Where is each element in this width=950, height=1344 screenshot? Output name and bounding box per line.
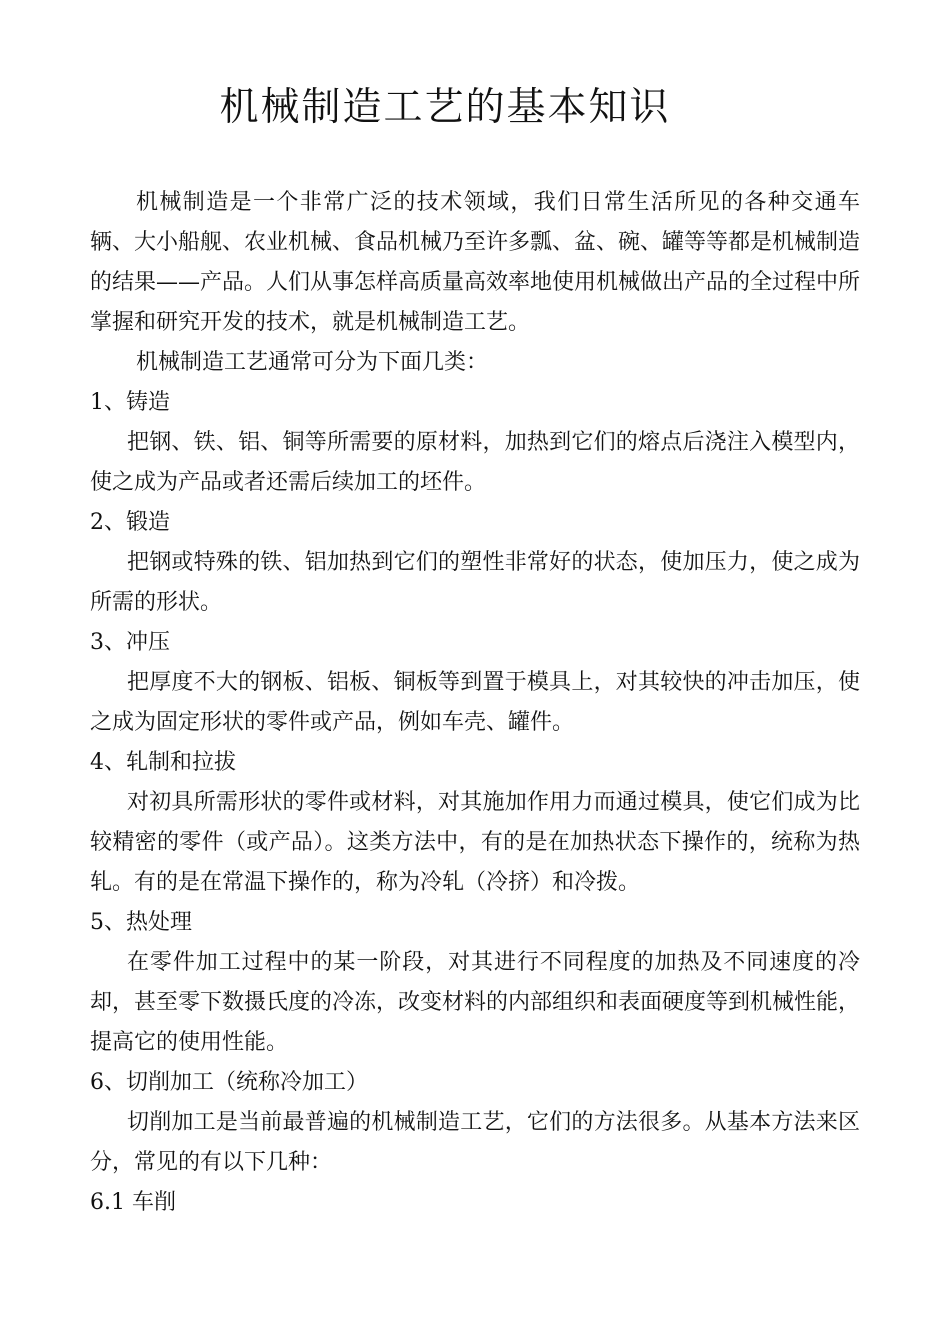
section-heading-forging: 2、锻造: [90, 510, 170, 535]
section-text-rolling: 对初具所需形状的零件或材料，对其施加作用力而通过模具，使它们成为比较精密的零件（或产品）。这类方法中，有的是在加热状态下操作的，统称为热轧。有的是在常温下操作的，称为冷轧（冷挤）和冷拨。: [90, 790, 860, 895]
section-text-stamping: 把厚度不大的钢板、铝板、铜板等到置于模具上，对其较快的冲击加压，使之成为固定形状的零件或产品，例如车壳、罐件。: [90, 670, 860, 735]
section-heading-stamping: 3、冲压: [90, 630, 170, 655]
section-heading-cutting: 6、切削加工（统称冷加工）: [90, 1070, 368, 1095]
section-text-cutting: 切削加工是当前最普遍的机械制造工艺，它们的方法很多。从基本方法来区分，常见的有以下几种：: [90, 1110, 860, 1175]
intro-paragraph: 机械制造是一个非常广泛的技术领域，我们日常生活所见的各种交通车辆、大小船舰、农业机械、食品机械乃至许多瓢、盆、碗、罐等等都是机械制造的结果——产品。人们从事怎样高质量高效率地使用机械做出产品的全过程中所掌握和研究开发的技术，就是机械制造工艺。: [90, 190, 861, 335]
section-heading-rolling: 4、轧制和拉拔: [90, 750, 236, 775]
subsection-heading-turning: 6.1 车削: [90, 1190, 176, 1215]
categories-intro: 机械制造工艺通常可分为下面几类：: [136, 350, 489, 375]
section-heading-heat-treatment: 5、热处理: [90, 910, 192, 935]
section-heading-casting: 1、铸造: [90, 390, 170, 415]
section-text-heat-treatment: 在零件加工过程中的某一阶段，对其进行不同程度的加热及不同速度的冷却，甚至零下数摄氏度的冷冻，改变材料的内部组织和表面硬度等到机械性能，提高它的使用性能。: [90, 950, 861, 1055]
section-text-forging: 把钢或特殊的铁、铝加热到它们的塑性非常好的状态，使加压力，使之成为所需的形状。: [90, 550, 860, 615]
page-title: 机械制造工艺的基本知识: [219, 85, 671, 130]
section-text-casting: 把钢、铁、铝、铜等所需要的原材料，加热到它们的熔点后浇注入模型内，使之成为产品或者还需后续加工的坯件。: [90, 430, 860, 495]
document-body: [90, 183, 860, 1223]
